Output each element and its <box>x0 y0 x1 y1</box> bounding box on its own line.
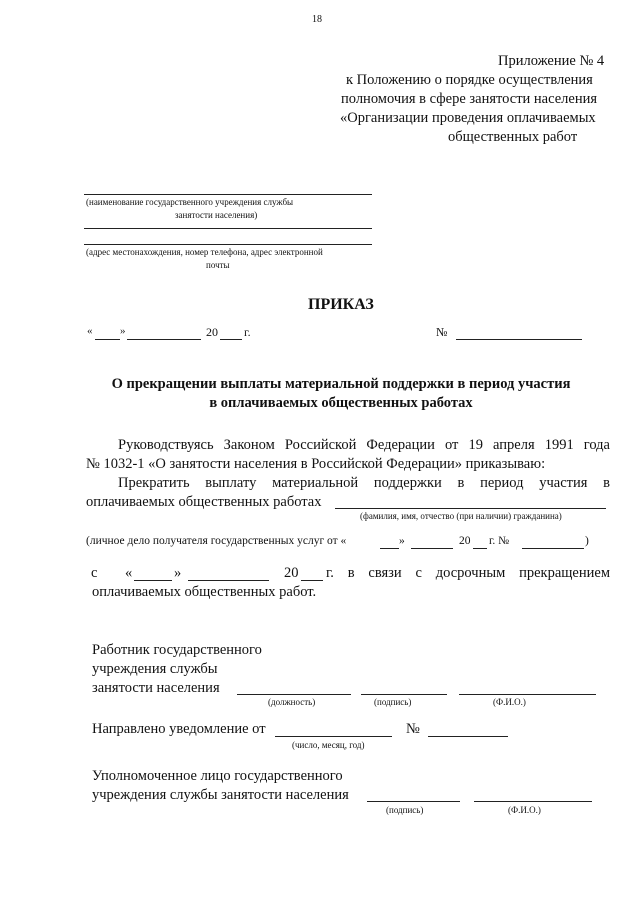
notice-number-label: № <box>406 721 420 737</box>
personal-file-prefix: (личное дело получателя государственных услуг от « <box>86 535 347 547</box>
subject-line-2: в оплачиваемых общественных работах <box>209 395 473 411</box>
signature2-line-2: учреждения службы занятости населения <box>92 787 349 803</box>
order-year-prefix: 20 <box>206 325 218 339</box>
personal-file-close-paren: ) <box>585 535 589 547</box>
from-prefix: с <box>91 565 98 581</box>
order-number-line[interactable] <box>456 339 582 340</box>
order-date-open-quote: « <box>87 325 93 337</box>
appendix-line-3: полномочия в сфере занятости населения <box>341 91 598 107</box>
fio-caption: (фамилия, имя, отчество (при наличии) гражданина) <box>360 511 562 521</box>
signature1-position-caption: (должность) <box>268 697 316 707</box>
signature1-signature-line[interactable] <box>361 694 447 695</box>
personal-file-month-line[interactable] <box>411 548 453 549</box>
signature1-fio-line[interactable] <box>459 694 596 695</box>
paragraph-1-line-1: Руководствуясь Законом Российской Федерации от 19 апреля 1991 года <box>118 437 610 453</box>
order-number-label: № <box>436 325 448 339</box>
personal-file-number-line[interactable] <box>522 548 584 549</box>
signature2-fio-caption: (Ф.И.О.) <box>508 805 541 815</box>
personal-file-day-line[interactable] <box>380 548 399 549</box>
institution-name-line[interactable] <box>84 194 372 195</box>
from-year-prefix: 20 <box>284 565 299 581</box>
paragraph-2-line-1: Прекратить выплату материальной поддержки в период участия в <box>118 475 610 491</box>
signature1-signature-caption: (подпись) <box>374 697 412 707</box>
order-month-line[interactable] <box>127 339 201 340</box>
appendix-line-1: Приложение № 4 <box>498 53 605 69</box>
institution-address-line[interactable] <box>84 244 372 245</box>
from-year-line[interactable] <box>301 580 323 581</box>
notice-date-line[interactable] <box>275 736 392 737</box>
signature2-line-1: Уполномоченное лицо государственного <box>92 768 343 784</box>
subject-line-1: О прекращении выплаты материальной поддержки в период участия <box>111 376 571 392</box>
institution-name-caption-1: (наименование государственного учреждения службы <box>86 197 294 207</box>
signature2-signature-caption: (подпись) <box>386 805 424 815</box>
order-title: ПРИКАЗ <box>308 296 374 313</box>
personal-file-year-line[interactable] <box>473 548 487 549</box>
from-month-line[interactable] <box>188 580 269 581</box>
order-day-line[interactable] <box>95 339 120 340</box>
signature1-line-1: Работник государственного <box>92 642 262 658</box>
from-day-line[interactable] <box>134 580 172 581</box>
order-year-line[interactable] <box>220 339 242 340</box>
order-date-close-quote: » <box>120 325 126 337</box>
personal-file-year-prefix: 20 <box>459 535 471 547</box>
notice-date-caption: (число, месяц, год) <box>292 740 365 750</box>
paragraph-2-line-2: оплачиваемых общественных работах <box>86 494 322 510</box>
appendix-line-5: общественных работ <box>448 129 578 145</box>
from-reason-text: г. в связи с досрочным прекращением <box>326 565 610 581</box>
from-open-quote: « <box>125 565 133 581</box>
from-close-quote: » <box>174 565 182 581</box>
institution-address-caption-1: (адрес местонахождения, номер телефона, адрес электронной <box>86 247 323 257</box>
paragraph-1-line-2: № 1032-1 «О занятости населения в Российской Федерации» приказываю: <box>86 456 546 472</box>
fio-line[interactable] <box>335 508 606 509</box>
signature2-signature-line[interactable] <box>367 801 460 802</box>
signature1-fio-caption: (Ф.И.О.) <box>493 697 526 707</box>
signature1-position-line[interactable] <box>237 694 351 695</box>
personal-file-close-quote: » <box>399 535 405 547</box>
appendix-line-2: к Положению о порядке осуществления <box>346 72 593 88</box>
appendix-line-4: «Организации проведения оплачиваемых <box>340 110 596 126</box>
institution-extra-line[interactable] <box>84 228 372 229</box>
notice-label: Направлено уведомление от <box>92 721 266 737</box>
institution-name-caption-2: занятости населения) <box>175 210 258 220</box>
signature1-line-3: занятости населения <box>92 680 220 696</box>
notice-number-line[interactable] <box>428 736 508 737</box>
institution-address-caption-2: почты <box>206 260 230 270</box>
personal-file-number-label: г. № <box>489 535 510 547</box>
signature1-line-2: учреждения службы <box>92 661 218 677</box>
signature2-fio-line[interactable] <box>474 801 592 802</box>
order-year-suffix: г. <box>244 325 251 339</box>
page-number: 18 <box>312 14 322 25</box>
from-line-2: оплачиваемых общественных работ. <box>92 584 317 600</box>
